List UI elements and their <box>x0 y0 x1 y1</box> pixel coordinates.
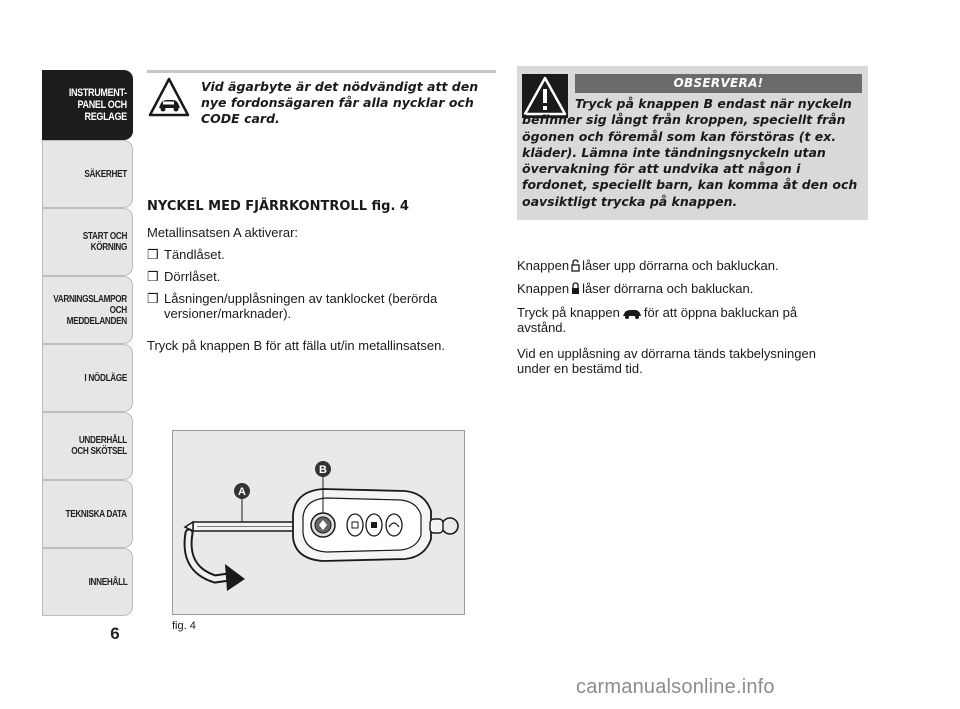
checkbox-bullet-icon: ❒ <box>147 269 159 284</box>
tab-instrumentpanel[interactable] <box>42 70 133 140</box>
rotation-arrow-icon <box>188 533 245 591</box>
tab-start-och-korning[interactable] <box>42 208 133 276</box>
lock-icon <box>571 282 580 295</box>
section-heading <box>147 199 409 214</box>
section-heading-text: NYCKEL MED FJÄRRKONTROLL <box>147 199 367 214</box>
checkbox-bullet-icon: ❒ <box>147 291 159 306</box>
tab-label: VARNINGSLAMPOR OCH MEDDELANDEN <box>53 293 128 327</box>
warning-text: Tryck på knappen B endast när nyckeln befinner sig långt från kroppen, speciellt från ögonen och föremål som kan förstöras (t ex. kläder). Lämna inte tändningsnyckeln utan övervakning för att undvika att någon i fordonet, speciellt barn, kan komma åt den och oavsiktligt trycka på knappen. <box>522 96 858 209</box>
tab-label: SÄKERHET <box>84 168 128 180</box>
label-a-marker <box>234 483 250 499</box>
label-b-marker <box>315 461 331 477</box>
section-outro: Tryck på knappen B för att fälla ut/in metallinsatsen. <box>147 338 445 353</box>
list-item <box>147 247 482 262</box>
figure-key-illustration <box>172 430 465 615</box>
tab-label: TEKNISKA DATA <box>65 508 128 520</box>
button-b-release <box>311 513 335 537</box>
tab-label: INSTRUMENT- PANEL OCH REGLAGE <box>69 87 128 123</box>
tab-tekniska-data[interactable] <box>42 480 133 548</box>
tab-label: INNEHÅLL <box>88 576 128 588</box>
page-number: 6 <box>110 624 120 643</box>
paragraph-lighting: Vid en upplåsning av dörrarna tänds takbelysningen under en bestämd tid. <box>517 346 816 376</box>
metal-insert-blade <box>185 522 301 531</box>
list-item-text: Låsningen/upplåsningen av tanklocket (berörda versioner/marknader). <box>164 291 438 321</box>
remote-buttons <box>347 514 402 536</box>
tab-innehall[interactable] <box>42 548 133 616</box>
figure-caption: fig. 4 <box>172 620 196 632</box>
tab-label: START OCH KÖRNING <box>82 231 128 253</box>
section-intro: Metallinsatsen A aktiverar: <box>147 225 299 240</box>
tab-label: I NÖDLÄGE <box>84 372 128 384</box>
list-item <box>147 269 482 284</box>
tab-sakerhet[interactable] <box>42 140 133 208</box>
unlock-icon <box>571 259 580 272</box>
list-item-text: Dörrlåset. <box>164 269 221 284</box>
text: Tryck på knappen <box>517 305 620 320</box>
car-notice-icon <box>148 76 190 118</box>
paragraph-unlock <box>517 258 847 273</box>
text: låser upp dörrarna och bakluckan. <box>582 258 779 273</box>
warning-title: OBSERVERA! <box>575 74 862 93</box>
notice-text: Vid ägarbyte är det nödvändigt att den nye fordonsägaren får alla nycklar och CODE card. <box>201 79 479 126</box>
text: låser dörrarna och bakluckan. <box>582 281 754 296</box>
label-b: B <box>319 464 327 476</box>
car-tailgate-icon <box>622 308 642 319</box>
paragraph-tailgate <box>517 305 847 335</box>
paragraph-lock <box>517 281 847 296</box>
divider <box>147 70 496 73</box>
watermark: carmanualsonline.info <box>576 676 775 698</box>
tab-label: UNDERHÅLL OCH SKÖTSEL <box>71 435 128 457</box>
text: Knappen <box>517 258 570 273</box>
list-item <box>147 291 482 321</box>
text: Knappen <box>517 281 570 296</box>
checkbox-bullet-icon: ❒ <box>147 247 159 262</box>
tab-varningslampor[interactable] <box>42 276 133 344</box>
label-a: A <box>238 486 246 498</box>
bullet-list <box>147 247 482 328</box>
tab-i-nodlage[interactable] <box>42 344 133 412</box>
key-drawing <box>173 431 464 614</box>
text: för att öppna bakluckan på avstånd. <box>517 305 798 335</box>
list-item-text: Tändlåset. <box>164 247 225 262</box>
tab-underhall[interactable] <box>42 412 133 480</box>
figure-reference: fig. 4 <box>371 199 409 214</box>
